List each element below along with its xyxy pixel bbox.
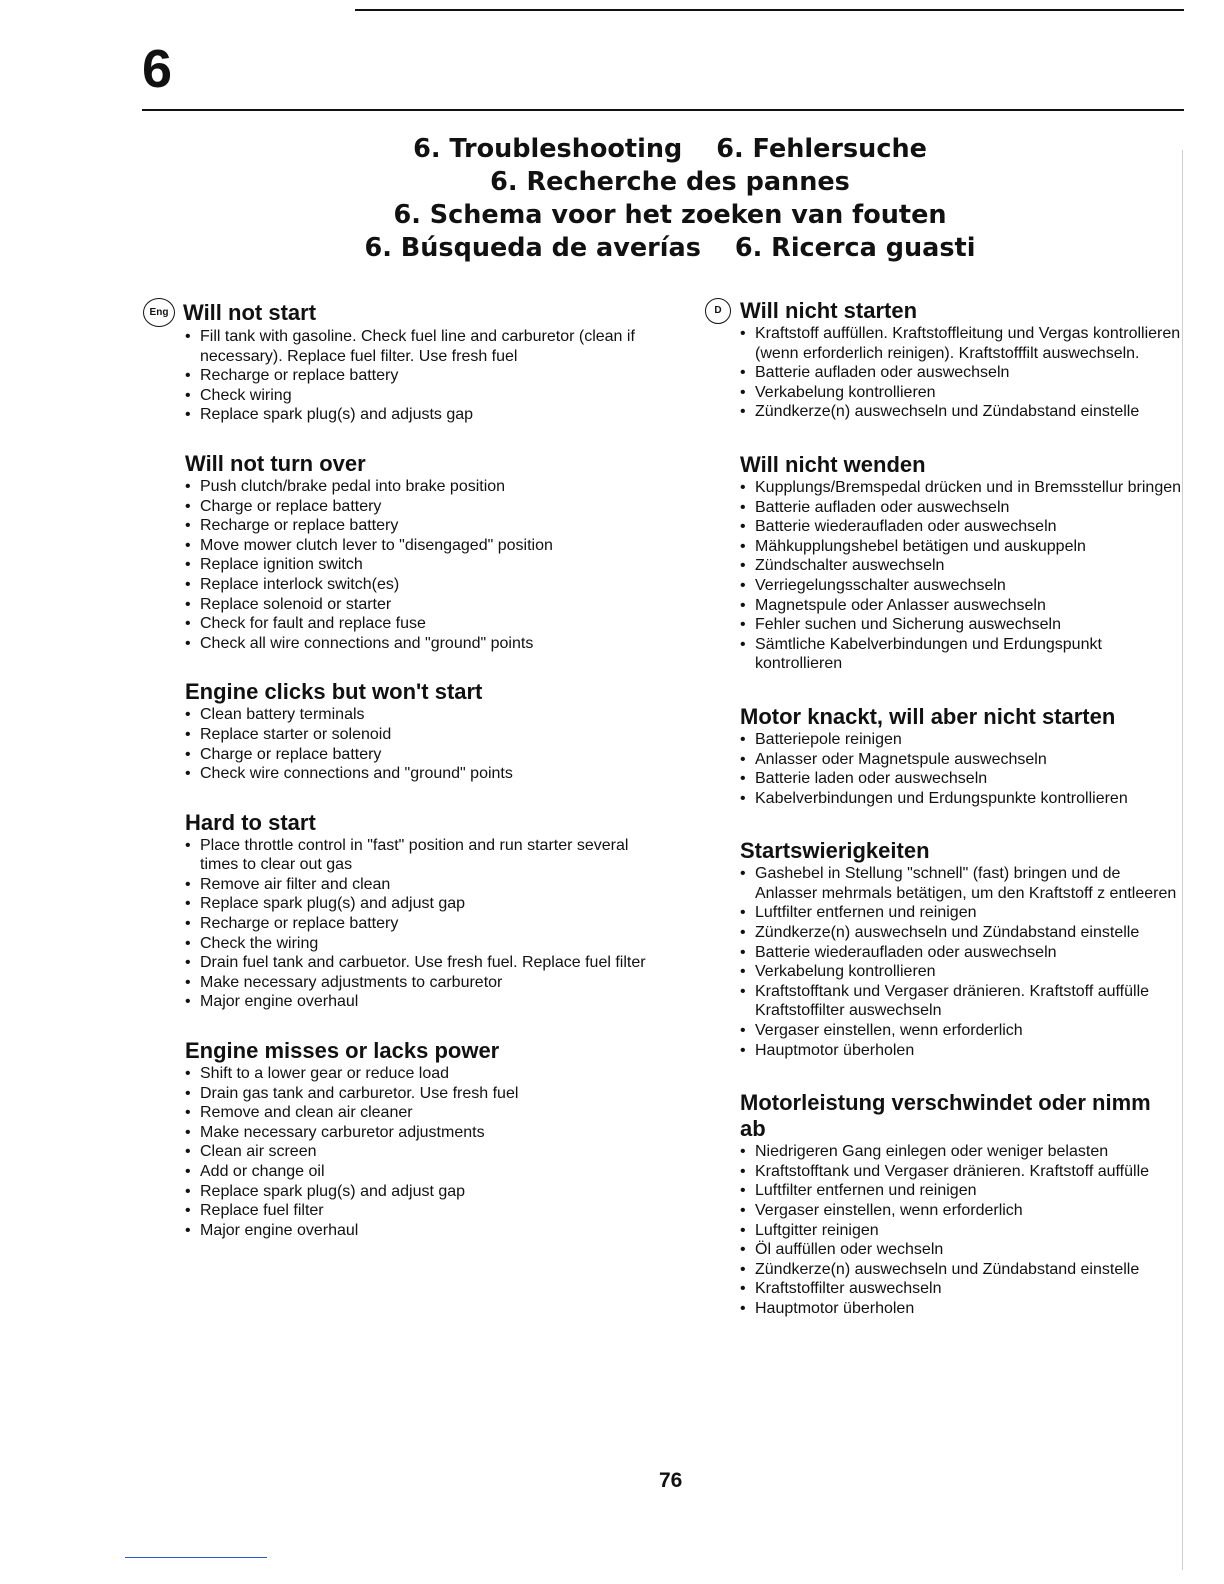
list-item: • Zündkerze(n) auswechseln und Zündabstand einstelle (740, 402, 1182, 422)
list-item: • Check for fault and replace fuse (185, 614, 658, 634)
list-item: • Gashebel in Stellung "schnell" (fast) bringen und de Anlasser mehrmals betätigen, um den Kraftstoff z entleeren (740, 864, 1182, 903)
section-heading: Motorleistung verschwindet oder nimm ab (740, 1090, 1151, 1142)
section-heading: Startswierigkeiten (740, 838, 930, 864)
list-item: • Kupplungs/Bremspedal drücken und in Bremsstellur bringen (740, 478, 1182, 498)
section-heading: Engine misses or lacks power (185, 1038, 500, 1064)
chapter-rule (142, 109, 1184, 111)
list-item: • Drain fuel tank and carbuetor. Use fresh fuel. Replace fuel filter (185, 953, 658, 973)
list-item: • Replace ignition switch (185, 555, 658, 575)
list-item: • Verkabelung kontrollieren (740, 383, 1182, 403)
list-item: • Remove and clean air cleaner (185, 1103, 658, 1123)
list-item: • Batterie laden oder auswechseln (740, 769, 1182, 789)
section-heading: Engine clicks but won't start (185, 679, 483, 705)
bottom-link-rule (125, 1557, 267, 1558)
list-item: • Luftgitter reinigen (740, 1221, 1182, 1241)
list-item: • Check wire connections and "ground" points (185, 764, 658, 784)
list-item: • Clean air screen (185, 1142, 658, 1162)
list-item: • Niedrigeren Gang einlegen oder weniger belasten (740, 1142, 1182, 1162)
title-line-3 (230, 199, 1110, 232)
page-number: 76 (659, 1469, 683, 1492)
title-nl: 6. Schema voor het zoeken van fouten (393, 200, 947, 230)
list-item: • Öl auffüllen oder wechseln (740, 1240, 1182, 1260)
en-section-hard-to-start (143, 810, 658, 1012)
de-section-startswierigkeiten (698, 838, 1182, 1060)
list-item: • Major engine overhaul (185, 1221, 658, 1241)
list-item: • Mähkupplungshebel betätigen und auskuppeln (740, 537, 1182, 557)
list-item: • Replace fuel filter (185, 1201, 658, 1221)
chapter-number: 6 (142, 39, 173, 99)
chapter-titles (230, 133, 1110, 265)
list-item: • Clean battery terminals (185, 705, 658, 725)
list-item: • Replace interlock switch(es) (185, 575, 658, 595)
list-item: • Sämtliche Kabelverbindungen und Erdungspunkt kontrollieren (740, 635, 1182, 674)
list-item: • Hauptmotor überholen (740, 1299, 1182, 1319)
list-item: • Replace spark plug(s) and adjust gap (185, 894, 658, 914)
list-item: • Batterie aufladen oder auswechseln (740, 363, 1182, 383)
list-item: • Kabelverbindungen und Erdungspunkte kontrollieren (740, 789, 1182, 809)
english-language-icon: Eng (143, 298, 175, 327)
list-item: • Fill tank with gasoline. Check fuel line and carburetor (clean if necessary). Replace fuel filter. Use fresh fuel (185, 327, 658, 366)
list-item: • Verriegelungsschalter auswechseln (740, 576, 1182, 596)
section-heading: Will nicht starten (740, 298, 918, 323)
list-item: • Move mower clutch lever to "disengaged" position (185, 536, 658, 556)
en-section-engine-clicks (143, 679, 658, 783)
list-item: • Drain gas tank and carburetor. Use fresh fuel (185, 1084, 658, 1104)
de-section-motorleistung (698, 1090, 1182, 1318)
list-item: • Make necessary adjustments to carburetor (185, 973, 658, 993)
section-heading: Will not start (183, 299, 317, 325)
list-item: • Batterie wiederaufladen oder auswechseln (740, 517, 1182, 537)
title-line-2 (230, 166, 1110, 199)
section-heading: Will nicht wenden (740, 451, 926, 477)
list-item: • Replace spark plug(s) and adjust gap (185, 1182, 658, 1202)
list-item: • Kraftstoff auffüllen. Kraftstoffleitung und Vergas kontrollieren (wenn erforderlich reinigen). Kraftstofffilt auswechseln. (740, 324, 1182, 363)
list-item: • Zündkerze(n) auswechseln und Zündabstand einstelle (740, 923, 1182, 943)
list-item: • Check the wiring (185, 934, 658, 954)
list-item: • Anlasser oder Magnetspule auswechseln (740, 750, 1182, 770)
de-section-will-nicht-wenden (698, 452, 1182, 674)
title-es: 6. Búsqueda de averías (364, 233, 701, 263)
list-item: • Replace solenoid or starter (185, 595, 658, 615)
top-rule (355, 9, 1184, 11)
list-item: • Check all wire connections and "ground" points (185, 634, 658, 654)
section-heading: Will not turn over (185, 450, 366, 476)
list-item: • Batterie aufladen oder auswechseln (740, 498, 1182, 518)
list-item: • Magnetspule oder Anlasser auswechseln (740, 596, 1182, 616)
title-line-1 (230, 133, 1110, 166)
german-column (698, 298, 1182, 1349)
list-item: • Charge or replace battery (185, 745, 658, 765)
list-item: • Replace spark plug(s) and adjusts gap (185, 405, 658, 425)
list-item: • Fehler suchen und Sicherung auswechseln (740, 615, 1182, 635)
title-it: 6. Ricerca guasti (734, 233, 976, 263)
title-line-4 (230, 232, 1110, 265)
list-item: • Place throttle control in "fast" position and run starter several times to clear out gas (185, 836, 658, 875)
list-item: • Hauptmotor überholen (740, 1041, 1182, 1061)
list-item: • Vergaser einstellen, wenn erforderlich (740, 1021, 1182, 1041)
list-item: • Luftfilter entfernen und reinigen (740, 1181, 1182, 1201)
list-item: • Major engine overhaul (185, 992, 658, 1012)
list-item: • Check wiring (185, 386, 658, 406)
list-item: • Verkabelung kontrollieren (740, 962, 1182, 982)
list-item: • Replace starter or solenoid (185, 725, 658, 745)
english-column (143, 298, 658, 1266)
de-section-motor-knackt (698, 704, 1182, 808)
list-item: • Shift to a lower gear or reduce load (185, 1064, 658, 1084)
de-section-will-nicht-starten (698, 298, 1182, 422)
en-section-will-not-start (143, 298, 658, 425)
list-item: • Zündkerze(n) auswechseln und Zündabstand einstelle (740, 1260, 1182, 1280)
list-item: • Batterie wiederaufladen oder auswechseln (740, 943, 1182, 963)
list-item: • Vergaser einstellen, wenn erforderlich (740, 1201, 1182, 1221)
page-edge-line (1182, 150, 1183, 1570)
list-item: • Recharge or replace battery (185, 516, 658, 536)
list-item: • Kraftstofftank und Vergaser dränieren. Kraftstoff auffülle Kraftstoffilter auswechseln (740, 982, 1182, 1021)
list-item: • Charge or replace battery (185, 497, 658, 517)
list-item: • Zündschalter auswechseln (740, 556, 1182, 576)
list-item: • Recharge or replace battery (185, 366, 658, 386)
title-de: 6. Fehlersuche (716, 134, 927, 164)
section-heading: Motor knackt, will aber nicht starten (740, 703, 1116, 729)
list-item: • Luftfilter entfernen und reinigen (740, 903, 1182, 923)
list-item: • Recharge or replace battery (185, 914, 658, 934)
list-item: • Make necessary carburetor adjustments (185, 1123, 658, 1143)
german-language-icon: D (705, 298, 731, 324)
list-item: • Add or change oil (185, 1162, 658, 1182)
list-item: • Kraftstoffilter auswechseln (740, 1279, 1182, 1299)
en-section-will-not-turn-over (143, 451, 658, 653)
list-item: • Push clutch/brake pedal into brake position (185, 477, 658, 497)
en-section-engine-misses (143, 1038, 658, 1240)
section-heading: Hard to start (185, 809, 316, 835)
list-item: • Kraftstofftank und Vergaser dränieren. Kraftstoff auffülle (740, 1162, 1182, 1182)
title-fr: 6. Recherche des pannes (490, 167, 850, 197)
title-en: 6. Troubleshooting (413, 134, 683, 164)
list-item: • Remove air filter and clean (185, 875, 658, 895)
list-item: • Batteriepole reinigen (740, 730, 1182, 750)
